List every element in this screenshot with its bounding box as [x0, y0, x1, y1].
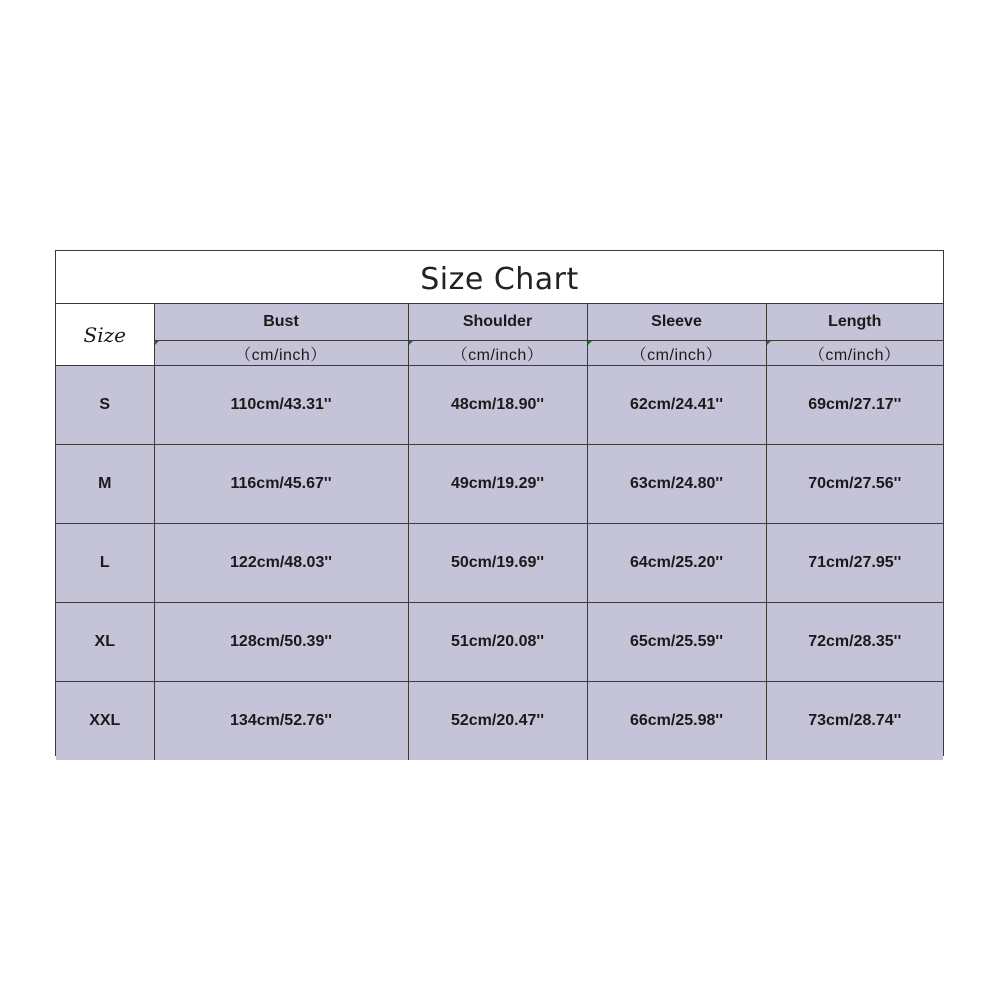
table-row: [56, 445, 943, 524]
header-row: [56, 304, 943, 341]
sleeve-value: 65cm/25.59'': [587, 603, 766, 682]
bust-value: 110cm/43.31'': [154, 366, 408, 445]
length-value: 72cm/28.35'': [766, 603, 943, 682]
size-label: L: [56, 524, 154, 603]
size-chart-title: Size Chart: [420, 261, 579, 297]
shoulder-value: 49cm/19.29'': [408, 445, 587, 524]
size-column-header: Size: [56, 304, 154, 366]
length-value: 73cm/28.74'': [766, 682, 943, 761]
column-header-bust: Bust: [154, 304, 408, 341]
column-header-length: Length: [766, 304, 943, 341]
bust-value: 122cm/48.03'': [154, 524, 408, 603]
shoulder-value: 52cm/20.47'': [408, 682, 587, 761]
unit-label-length: （cm/inch）: [766, 341, 943, 366]
bust-value: 128cm/50.39'': [154, 603, 408, 682]
unit-row: [56, 341, 943, 366]
sleeve-value: 64cm/25.20'': [587, 524, 766, 603]
shoulder-value: 51cm/20.08'': [408, 603, 587, 682]
length-value: 70cm/27.56'': [766, 445, 943, 524]
size-label: XXL: [56, 682, 154, 761]
table-row: [56, 524, 943, 603]
size-label: S: [56, 366, 154, 445]
size-chart-title-row: [56, 251, 943, 304]
table-row: [56, 682, 943, 761]
sleeve-value: 63cm/24.80'': [587, 445, 766, 524]
length-value: 69cm/27.17'': [766, 366, 943, 445]
table-row: [56, 603, 943, 682]
size-chart: [55, 250, 944, 756]
unit-label-bust: （cm/inch）: [154, 341, 408, 366]
shoulder-value: 48cm/18.90'': [408, 366, 587, 445]
bust-value: 116cm/45.67'': [154, 445, 408, 524]
sleeve-value: 62cm/24.41'': [587, 366, 766, 445]
size-label: M: [56, 445, 154, 524]
size-label: XL: [56, 603, 154, 682]
sleeve-value: 66cm/25.98'': [587, 682, 766, 761]
unit-label-sleeve: （cm/inch）: [587, 341, 766, 366]
shoulder-value: 50cm/19.69'': [408, 524, 587, 603]
column-header-sleeve: Sleeve: [587, 304, 766, 341]
table-row: [56, 366, 943, 445]
column-header-shoulder: Shoulder: [408, 304, 587, 341]
unit-label-shoulder: （cm/inch）: [408, 341, 587, 366]
length-value: 71cm/27.95'': [766, 524, 943, 603]
size-table: [56, 304, 943, 760]
bust-value: 134cm/52.76'': [154, 682, 408, 761]
